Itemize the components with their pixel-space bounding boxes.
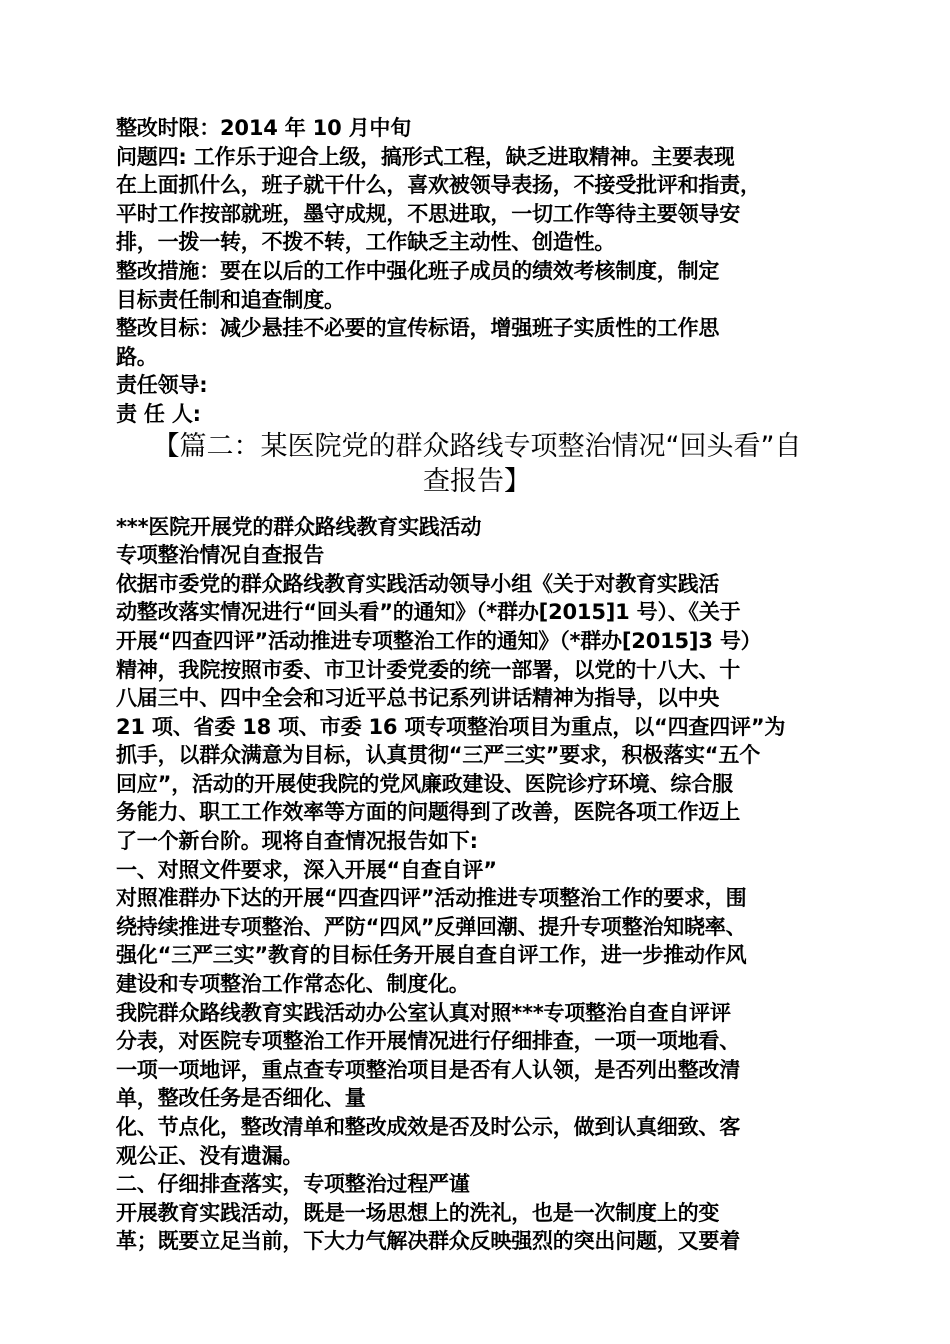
text-line: 依据市委党的群众路线教育实践活动领导小组《关于对教育实践活	[116, 571, 720, 596]
text-line: 强化“三严三实”教育的目标任务开展自查自评工作，进一步推动作风	[116, 943, 747, 968]
text-line: 开展“四查四评”活动推进专项整治工作的通知》（*群办[2015]3 号）	[116, 628, 762, 653]
text-line: 精神，我院按照市委、市卫计委党委的统一部署，以党的十八大、十	[116, 657, 740, 682]
text-line: ***医院开展党的群众路线教育实践活动	[116, 514, 482, 539]
text-line: 了一个新台阶。现将自查情况报告如下:	[116, 829, 478, 854]
text-line: 化、节点化，整改清单和整改成效是否及时公示，做到认真细致、客	[116, 1115, 740, 1139]
text-line: 我院群众路线教育实践活动办公室认真对照***专项整治自查自评评	[116, 1000, 731, 1025]
text-line: 问题四: 工作乐于迎合上级，搞形式工程，缺乏进取精神。主要表现	[116, 144, 735, 169]
text-line: 八届三中、四中全会和习近平总书记系列讲话精神为指导，以中央	[116, 686, 720, 711]
text-line: 单，整改任务是否细化、量	[116, 1086, 366, 1111]
text-line: 开展教育实践活动，既是一场思想上的洗礼，也是一次制度上的变	[116, 1200, 720, 1225]
text-line: 路。	[116, 344, 158, 369]
text-line: 对照准群办下达的开展“四查四评”活动推进专项整治工作的要求，围	[116, 886, 747, 911]
chapter-heading-line: 查报告】	[423, 465, 531, 497]
text-line: 目标责任制和追查制度。	[116, 287, 345, 312]
section-rectification-items	[116, 114, 838, 429]
text-line: 建设和专项整治工作常态化、制度化。	[116, 972, 470, 997]
text-line: 抓手，以群众满意为目标，认真贯彻“三严三实”要求，积极落实“五个	[116, 743, 761, 768]
text-line: 一、对照文件要求，深入开展“自查自评”	[116, 857, 497, 882]
chapter-heading-line: 【篇二：某医院党的群众路线专项整治情况“回头看”自	[152, 430, 802, 462]
document-content	[116, 114, 838, 1256]
text-line: 整改措施：要在以后的工作中强化班子成员的绩效考核制度，制定	[116, 258, 720, 283]
text-line: 专项整治情况自查报告	[116, 543, 324, 568]
text-line: 排，一拨一转，不拨不转，工作缺乏主动性、创造性。	[116, 230, 616, 255]
text-line: 21 项、省委 18 项、市委 16 项专项整治项目为重点，以“四查四评”为	[116, 714, 786, 739]
text-line: 绕持续推进专项整治、严防“四风”反弹回潮、提升专项整治知晓率、	[116, 914, 747, 939]
section-report-body	[116, 513, 838, 1256]
text-line: 平时工作按部就班，墨守成规，不思进取，一切工作等待主要领导安	[116, 201, 740, 226]
text-line: 分表，对医院专项整治工作开展情况进行仔细排查，一项一项地看、	[116, 1029, 740, 1054]
text-line: 回应”，活动的开展使我院的党风廉政建设、医院诊疗环境、综合服	[116, 771, 733, 796]
chapter-heading	[116, 429, 838, 499]
text-line: 整改目标：减少悬挂不必要的宣传标语，增强班子实质性的工作思	[116, 316, 720, 341]
text-line: 动整改落实情况进行“回头看”的通知》（*群办[2015]1 号）、《关于	[116, 600, 741, 625]
text-line: 务能力、职工工作效率等方面的问题得到了改善，医院各项工作迈上	[116, 800, 740, 825]
text-line: 整改时限：2014 年 10 月中旬	[116, 116, 412, 140]
text-line: 在上面抓什么，班子就干什么，喜欢被领导表扬，不接受批评和指责，	[116, 173, 761, 198]
text-line: 观公正、没有遗漏。	[116, 1143, 304, 1168]
text-line: 二、仔细排查落实，专项整治过程严谨	[116, 1172, 470, 1197]
text-line: 责任领导:	[116, 373, 208, 398]
text-line: 革；既要立足当前，下大力气解决群众反映强烈的突出问题，又要着	[116, 1229, 740, 1254]
text-line: 一项一项地评，重点查专项整治项目是否有人认领，是否列出整改清	[116, 1057, 740, 1082]
text-line: 责 任 人:	[116, 401, 201, 426]
